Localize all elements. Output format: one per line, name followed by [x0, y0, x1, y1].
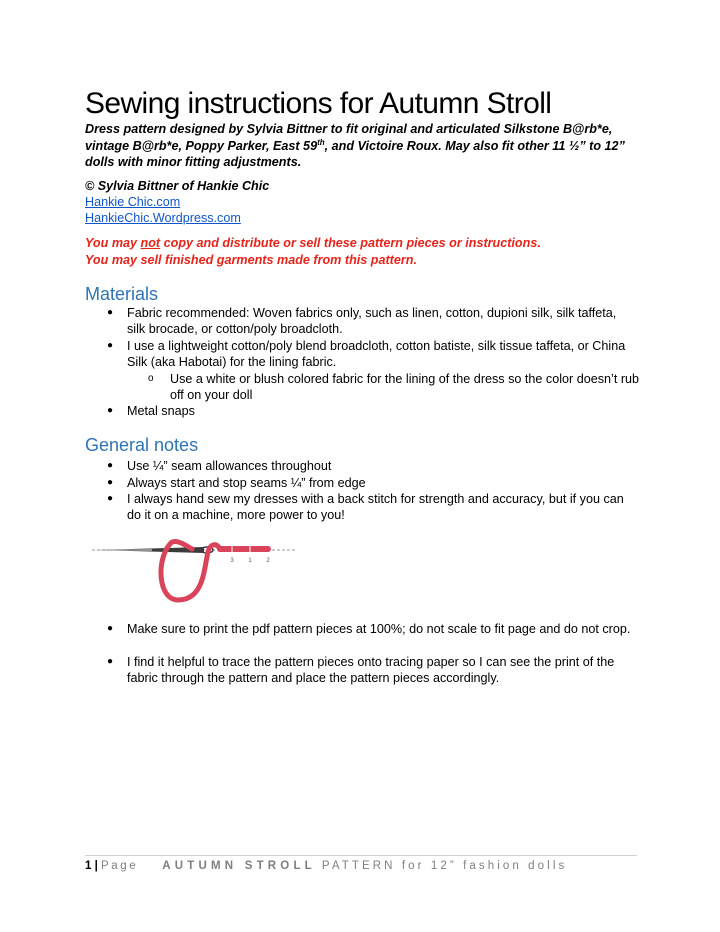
bullet-icon: ●	[107, 405, 114, 416]
materials-item-lining: I use a lightweight cotton/poly blend broadcloth, cotton batiste, silk tissue taffeta, or China Silk (aka Habotai) for the lining fabric.	[127, 339, 626, 370]
bullet-icon: ●	[107, 493, 114, 504]
footer-pattern-subtitle: PATTERN for 12” fashion dolls	[321, 860, 568, 872]
link-wordpress[interactable]: HankieChic.Wordpress.com	[85, 211, 241, 225]
bullet-icon: ●	[107, 307, 114, 318]
notes-item-hand-sew: I always hand sew my dresses with a back stitch for strength and accuracy, but if you can do it on a machine, more power to you!	[127, 492, 624, 523]
warning-text: You may	[85, 236, 141, 250]
footer-pattern-title: AUTUMN STROLL	[162, 860, 316, 872]
page-number: 1	[85, 860, 92, 872]
copyright-warning	[85, 235, 645, 268]
warning-line-2: You may sell finished garments made from this pattern.	[85, 252, 417, 267]
subtitle-text-continued: , and Victoire Roux. May also fit other 11 ½” to 12” dolls with minor fitting adjustments.	[85, 138, 625, 169]
footer-divider	[85, 855, 637, 856]
general-notes-heading: General notes	[85, 435, 199, 455]
warning-text-continued: copy and distribute or sell these pattern pieces or instructions.	[160, 236, 541, 250]
materials-item-fabric: Fabric recommended: Woven fabrics only, such as linen, cotton, dupioni silk, silk taffeta, silk brocade, or cotton/poly broadcloth.	[127, 306, 617, 337]
notes-item-print-scale: Make sure to print the pdf pattern pieces at 100%; do not scale to fit page and do not crop.	[127, 622, 631, 636]
stitch-label-2: 2	[266, 558, 270, 564]
materials-heading: Materials	[85, 284, 159, 304]
materials-subitem-lining-color: Use a white or blush colored fabric for the lining of the dress so the color doesn’t rub off on your doll	[170, 372, 640, 403]
footer-separator: |	[91, 860, 102, 872]
warning-line-1	[85, 235, 645, 252]
bullet-icon: ●	[107, 477, 114, 488]
warning-emphasis: not	[140, 236, 161, 250]
subtitle-superscript: th	[317, 137, 325, 147]
notes-item-seam-allowance: Use ¼” seam allowances throughout	[127, 459, 332, 473]
copyright-line: © Sylvia Bittner of Hankie Chic	[85, 179, 270, 193]
sub-bullet-icon: o	[148, 373, 154, 384]
subtitle	[85, 121, 645, 171]
page-footer	[85, 858, 567, 874]
back-stitch-illustration	[92, 530, 296, 612]
link-hankie-chic[interactable]: Hankie Chic.com	[85, 195, 181, 209]
document-title: Sewing instructions for Autumn Stroll	[85, 87, 552, 120]
bullet-icon: ●	[107, 656, 114, 667]
stitch-label-1: 1	[248, 558, 252, 564]
footer-page-word: Page	[101, 860, 139, 872]
stitch-label-3: 3	[230, 558, 234, 564]
bullet-icon: ●	[107, 623, 114, 634]
bullet-icon: ●	[107, 340, 114, 351]
notes-item-tracing: I find it helpful to trace the pattern pieces onto tracing paper so I can see the print of the fabric through the pattern and place the pattern pieces accordingly.	[127, 655, 615, 686]
notes-item-start-stop: Always start and stop seams ¼” from edge	[127, 476, 366, 490]
subtitle-text: Dress pattern designed by Sylvia Bittner to fit original and articulated Silkstone B@rb*e, vintage B@rb*e, Poppy Parker, East 59	[85, 122, 613, 153]
materials-item-snaps: Metal snaps	[127, 404, 195, 418]
bullet-icon: ●	[107, 460, 114, 471]
